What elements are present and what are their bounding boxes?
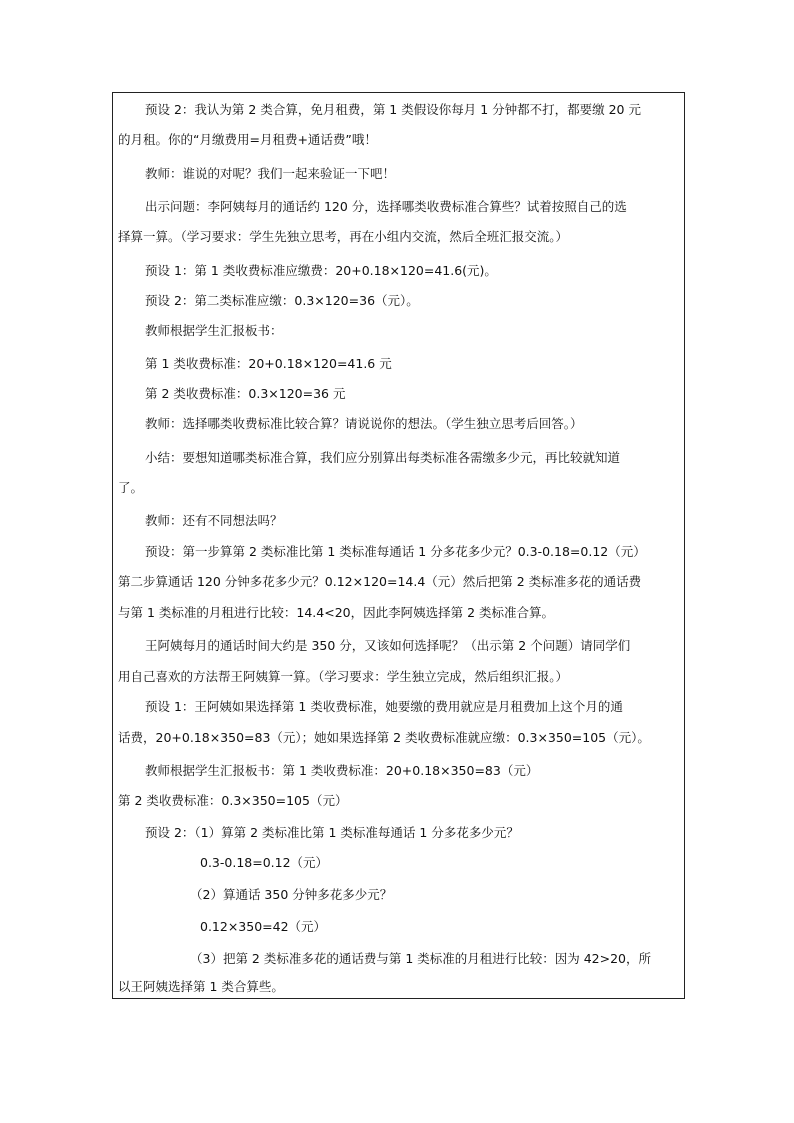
text-line: 第二步算通话 120 分钟多花多少元？0.12×120=14.4（元）然后把第 2 类标准多花的通话费	[118, 574, 642, 589]
text-line: 预设 1：王阿姨如果选择第 1 类收费标准，她要缴的费用就应是月租费加上这个月的通	[145, 699, 623, 714]
text-line: 预设 2：（1）算第 2 类标准比第 1 类标准每通话 1 分多花多少元？	[145, 825, 519, 840]
text-line: 预设 2：我认为第 2 类合算，免月租费，第 1 类假设你每月 1 分钟都不打，都要缴 20 元	[145, 102, 641, 117]
text-line: 预设：第一步算第 2 类标准比第 1 类标准每通话 1 分多花多少元？0.3-0.18=0.12（元）	[145, 544, 646, 559]
text-line: 出示问题：李阿姨每月的通话约 120 分，选择哪类收费标准合算些？试着按照自己的选	[145, 199, 627, 214]
text-line: 第 1 类收费标准：20+0.18×120=41.6 元	[145, 356, 392, 371]
text-line: 教师：还有不同想法吗？	[145, 513, 283, 528]
text-line: 预设 2：第二类标准应缴：0.3×120=36（元）。	[145, 293, 419, 308]
text-line: 了。	[118, 480, 144, 495]
text-line: 教师：选择哪类收费标准比较合算？请说说你的想法。（学生独立思考后回答。）	[145, 416, 583, 431]
text-line: 与第 1 类标准的月租进行比较：14.4<20，因此李阿姨选择第 2 类标准合算。	[118, 605, 555, 620]
text-line: 小结：要想知道哪类标准合算，我们应分别算出每类标准各需缴多少元，再比较就知道	[145, 450, 621, 465]
text-line: 王阿姨每月的通话时间大约是 350 分，又该如何选择呢？（出示第 2 个问题）请同学们	[145, 638, 631, 653]
text-line: 预设 1：第 1 类收费标准应缴费：20+0.18×120=41.6(元)。	[145, 263, 497, 278]
text-line: 教师根据学生汇报板书：第 1 类收费标准：20+0.18×350=83（元）	[145, 763, 539, 778]
text-line: （2）算通话 350 分钟多花多少元？	[190, 887, 393, 902]
text-line: 择算一算。（学习要求：学生先独立思考，再在小组内交流，然后全班汇报交流。）	[118, 229, 569, 244]
text-line: 以王阿姨选择第 1 类合算些。	[118, 979, 284, 994]
text-line: 第 2 类收费标准：0.3×350=105（元）	[118, 793, 348, 808]
text-line: （3）把第 2 类标准多花的通话费与第 1 类标准的月租进行比较：因为 42>20，所	[190, 951, 652, 966]
text-line: 教师根据学生汇报板书：	[145, 323, 283, 338]
text-line: 话费，20+0.18×350=83（元）；她如果选择第 2 类收费标准就应缴：0.3×350=105（元）。	[118, 730, 650, 745]
text-line: 教师：谁说的对呢？我们一起来验证一下吧！	[145, 166, 396, 181]
text-line: 第 2 类收费标准：0.3×120=36 元	[145, 386, 346, 401]
text-line: 0.3-0.18=0.12（元）	[200, 855, 329, 870]
text-line: 用自己喜欢的方法帮王阿姨算一算。（学习要求：学生独立完成，然后组织汇报。）	[118, 669, 569, 684]
text-line: 的月租。你的“月缴费用=月租费+通话费”哦！	[118, 132, 377, 147]
text-line: 0.12×350=42（元）	[200, 919, 327, 934]
